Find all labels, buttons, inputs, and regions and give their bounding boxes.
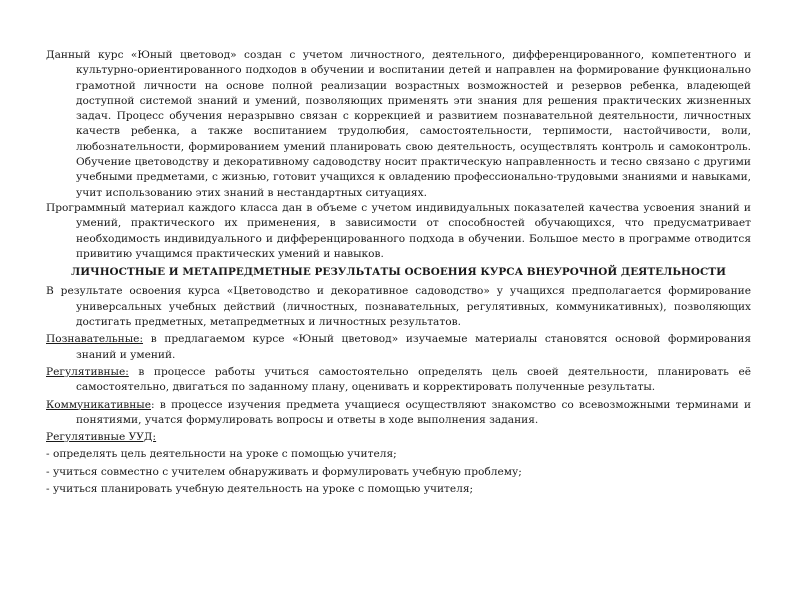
program-paragraph: Программный материал каждого класса дан в объеме с учетом индивидуальных показателей качества усвоения знаний и умений, практического их применения, в зависимости от способностей обучающихся, что предусматривает необходимость индивидуального и дифференцированного подхода в обучении. Большое место в программе отводится привитию учащимся практических умений и навыков.: [46, 201, 751, 260]
uud-list-item: - учиться совместно с учителем обнаруживать и формулировать учебную проблему;: [46, 465, 522, 478]
cognitive-paragraph: [46, 332, 751, 363]
intro-paragraph: Данный курс «Юный цветовод» создан с учетом личностного, деятельного, дифференцированного, компетентного и культурно-ориентированного подходов в обучении и воспитании детей и направлен на формирование функционально грамотной личности на основе полной реализации возрастных возможностей и резервов ребенка, владеющей доступной системой знаний и умений, позволяющих применять эти знания для решения практических жизненных задач. Процесс обучения неразрывно связан с коррекцией и развитием познавательной деятельности, личностных качеств ребенка, а также воспитанием трудолюбия, самостоятельности, терпимости, настойчивости, воли, любознательности, формированием умений планировать свою деятельность, осуществлять контроль и самоконтроль. Обучение цветоводству и декоративному садоводству носит практическую направленность и тесно связано с другими учебными предметами, с жизнью, готовит учащихся к овладению профессионально-трудовыми знаниями и навыками, учит использованию этих знаний в нестандартных ситуациях.: [46, 49, 751, 199]
section-heading: ЛИЧНОСТНЫЕ И МЕТАПРЕДМЕТНЫЕ РЕЗУЛЬТАТЫ ОСВОЕНИЯ КУРСА ВНЕУРОЧНОЙ ДЕЯТЕЛЬНОСТИ: [71, 266, 726, 279]
uud-list: [46, 447, 751, 497]
regulatory-label: Регулятивные:: [46, 365, 129, 378]
uud-heading: [46, 430, 751, 445]
regulatory-paragraph: [46, 365, 751, 396]
cognitive-label: Познавательные:: [46, 333, 144, 346]
uud-list-item: - определять цель деятельности на уроке с помощью учителя;: [46, 448, 397, 461]
communicative-label: Коммуникативные: [46, 398, 151, 411]
uud-list-item: - учиться планировать учебную деятельность на уроке с помощью учителя;: [46, 483, 474, 496]
results-paragraph: В результате освоения курса «Цветоводство и декоративное садоводство» у учащихся предполагается формирование универсальных учебных действий (личностных, познавательных, регулятивных, коммуникативных), позволяющих достигать предметных, метапредметных и личностных результатов.: [46, 285, 751, 329]
regulatory-text: в процессе работы учиться самостоятельно определять цель своей деятельности, планировать её самостоятельно, двигаться по заданному плану, оценивать и корректировать полученные результаты.: [76, 365, 751, 394]
communicative-paragraph: [46, 398, 751, 429]
communicative-text: : в процессе изучения предмета учащиеся осуществляют знакомство со всевозможными терминами и понятиями, учатся формулировать вопросы и ответы в ходе выполнения задания.: [76, 398, 751, 426]
uud-heading-label: Регулятивные УУД:: [46, 431, 157, 444]
cognitive-text: в предлагаемом курсе «Юный цветовод» изучаемые материалы становятся основой формирования знаний и умений.: [76, 333, 751, 361]
document-page: [46, 48, 751, 497]
